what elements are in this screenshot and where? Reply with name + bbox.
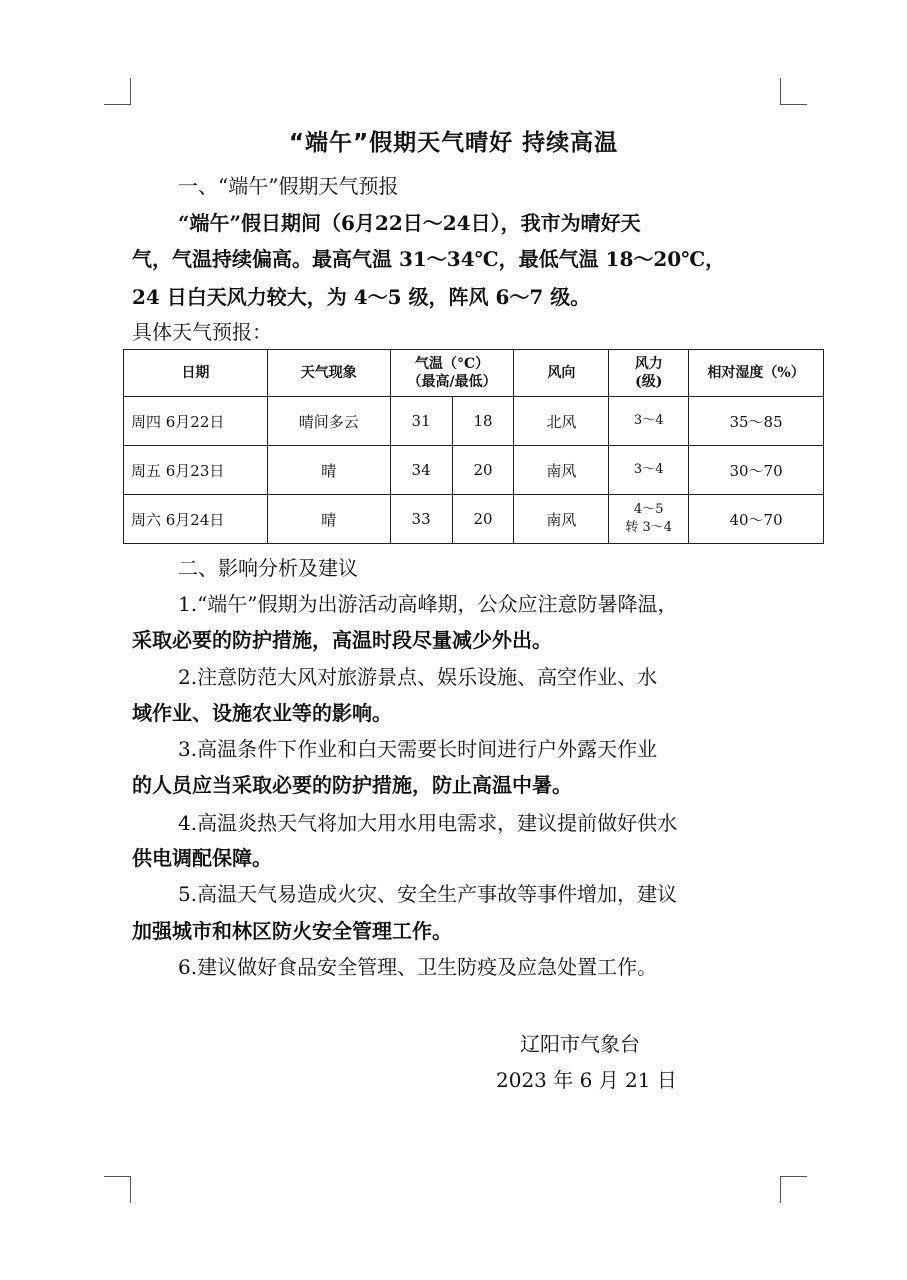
cell-humidity: 30～70 xyxy=(689,446,824,495)
cell-wind-direction: 南风 xyxy=(514,446,609,495)
header-humidity: 相对湿度（%） xyxy=(689,350,824,397)
cell-weather: 晴 xyxy=(267,495,390,544)
wind-force-value: 4～5 xyxy=(633,502,664,517)
wind-force-value: 转 3～4 xyxy=(625,520,673,535)
section2-heading: 二、影响分析及建议 xyxy=(178,556,358,580)
cell-humidity: 35～85 xyxy=(689,397,824,446)
cell-wind-force xyxy=(609,446,689,495)
signature-date: 2023 年 6 月 21 日 xyxy=(496,1068,677,1092)
header-temperature-line2: （最高/最低） xyxy=(407,374,497,390)
table-row xyxy=(124,397,824,446)
advice-line: 的人员应当采取必要的防护措施，防止高温中暑。 xyxy=(132,773,572,797)
header-temperature xyxy=(390,350,514,397)
crop-mark-top-right xyxy=(780,78,807,105)
header-wind-force-line1: 风力 xyxy=(634,356,663,372)
signature-organization: 辽阳市气象台 xyxy=(520,1032,640,1056)
cell-high-temp: 34 xyxy=(390,446,452,495)
cell-wind-force xyxy=(609,397,689,446)
weather-forecast-table xyxy=(123,349,824,544)
cell-date: 周五 6月23日 xyxy=(124,446,268,495)
cell-wind-force xyxy=(609,495,689,544)
cell-high-temp: 33 xyxy=(390,495,452,544)
cell-low-temp: 20 xyxy=(452,495,514,544)
advice-line: 2.注意防范大风对旅游景点、娱乐设施、高空作业、水 xyxy=(178,665,658,689)
table-row xyxy=(124,495,824,544)
cell-humidity: 40～70 xyxy=(689,495,824,544)
header-wind-force xyxy=(609,350,689,397)
header-wind-force-line2: (级) xyxy=(635,374,663,390)
advice-line: 5.高温天气易造成火灾、安全生产事故等事件增加，建议 xyxy=(178,882,678,906)
table-label: 具体天气预报： xyxy=(132,320,272,344)
cell-low-temp: 20 xyxy=(452,446,514,495)
wind-force-value: 3～4 xyxy=(633,462,664,477)
cell-high-temp: 31 xyxy=(390,397,452,446)
cell-weather: 晴 xyxy=(267,446,390,495)
table-row xyxy=(124,446,824,495)
crop-mark-top-left xyxy=(104,78,131,105)
crop-mark-bottom-left xyxy=(104,1176,131,1203)
advice-line: 加强城市和林区防火安全管理工作。 xyxy=(132,919,452,943)
advice-line: 1.“端午”假期为出游活动高峰期，公众应注意防暑降温， xyxy=(178,592,678,616)
cell-wind-direction: 南风 xyxy=(514,495,609,544)
header-wind-direction: 风向 xyxy=(514,350,609,397)
cell-low-temp: 18 xyxy=(452,397,514,446)
advice-line: 供电调配保障。 xyxy=(132,846,272,870)
forecast-paragraph-line: 气，气温持续偏高。最高气温 31～34℃，最低气温 18～20℃， xyxy=(132,247,726,271)
advice-line: 4.高温炎热天气将加大用水用电需求，建议提前做好供水 xyxy=(178,811,678,835)
cell-wind-direction: 北风 xyxy=(514,397,609,446)
forecast-paragraph-line: 24 日白天风力较大，为 4～5 级，阵风 6～7 级。 xyxy=(132,285,591,309)
wind-force-value: 3～4 xyxy=(633,413,664,428)
table-header-row xyxy=(124,350,824,397)
header-temperature-line1: 气温（°C） xyxy=(414,356,490,372)
crop-mark-bottom-right xyxy=(780,1176,807,1203)
advice-line: 3.高温条件下作业和白天需要长时间进行户外露天作业 xyxy=(178,737,658,761)
header-weather: 天气现象 xyxy=(267,350,390,397)
cell-weather: 晴间多云 xyxy=(267,397,390,446)
cell-date: 周六 6月24日 xyxy=(124,495,268,544)
cell-date: 周四 6月22日 xyxy=(124,397,268,446)
forecast-paragraph-line: “端午”假日期间（6月22日～24日），我市为晴好天 xyxy=(178,211,641,235)
advice-line: 6.建议做好食品安全管理、卫生防疫及应急处置工作。 xyxy=(178,955,658,979)
document-title: “端午”假期天气晴好 持续高温 xyxy=(288,130,619,156)
header-date: 日期 xyxy=(124,350,268,397)
advice-line: 域作业、设施农业等的影响。 xyxy=(132,701,392,725)
section1-heading: 一、“端午”假期天气预报 xyxy=(178,174,399,198)
advice-line: 采取必要的防护措施，高温时段尽量减少外出。 xyxy=(132,628,552,652)
